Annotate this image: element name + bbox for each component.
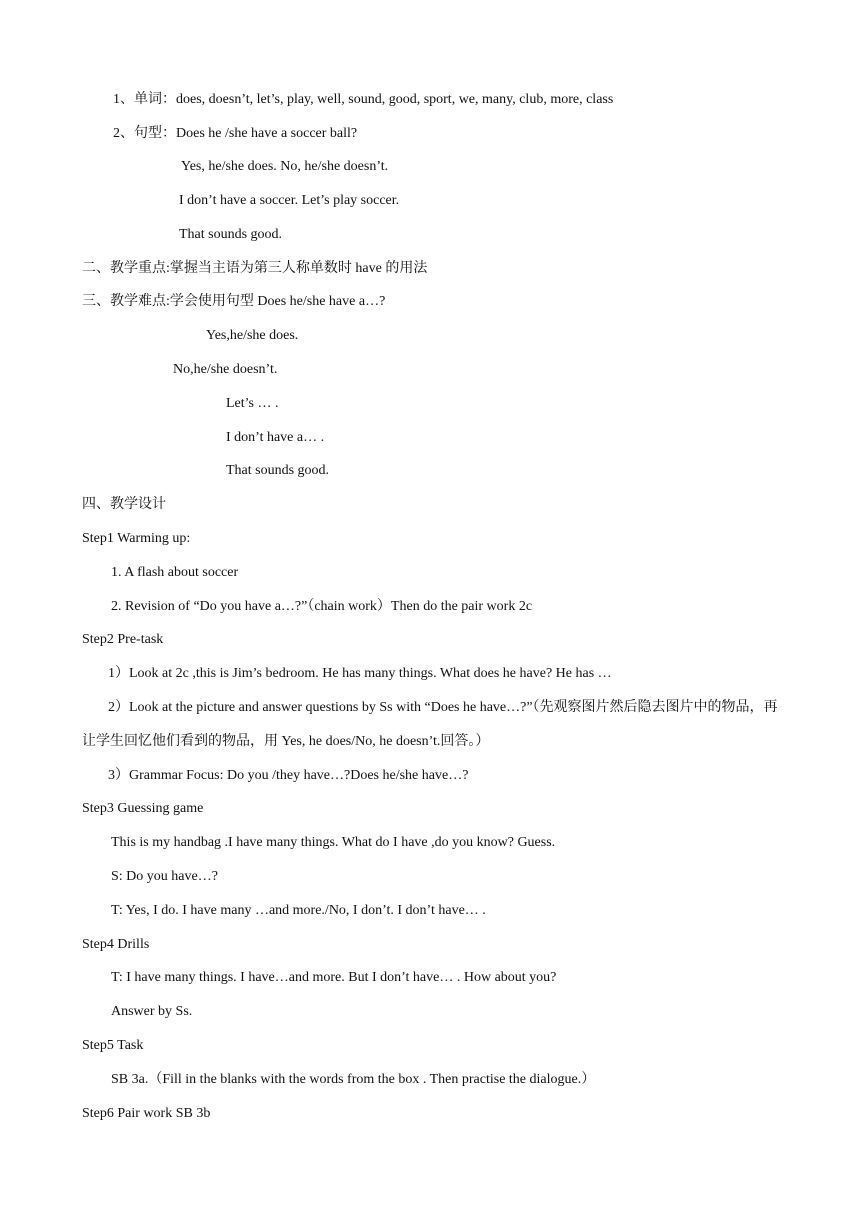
- difficulty-line: Yes,he/she does.: [206, 328, 299, 343]
- section-heading-design: 四、教学设计: [82, 497, 166, 512]
- step-heading: Step1 Warming up:: [82, 531, 191, 546]
- step-heading: Step2 Pre-task: [82, 632, 164, 647]
- step-heading: Step3 Guessing game: [82, 801, 204, 816]
- step-item: S: Do you have…?: [111, 869, 218, 884]
- vocabulary-line: 1、单词：does, doesn’t, let’s, play, well, sound, good, sport, we, many, club, more, class: [113, 92, 614, 107]
- section-heading-difficulties: 三、教学难点:学会使用句型 Does he/she have a…?: [82, 294, 386, 309]
- section-heading-key-points: 二、教学重点:掌握当主语为第三人称单数时 have 的用法: [82, 261, 428, 276]
- step-item: SB 3a.（Fill in the blanks with the words from the box . Then practise the dialogue.）: [111, 1072, 596, 1087]
- step-heading: Step4 Drills: [82, 937, 150, 952]
- step-item: 1. A flash about soccer: [111, 565, 239, 580]
- difficulty-line: That sounds good.: [226, 463, 330, 478]
- pattern-line: I don’t have a soccer. Let’s play soccer.: [179, 193, 400, 208]
- step-item: 2. Revision of “Do you have a…?”（chain work）Then do the pair work 2c: [111, 599, 533, 614]
- step-item: This is my handbag .I have many things. What do I have ,do you know? Guess.: [111, 835, 556, 850]
- step-item-continued: 让学生回忆他们看到的物品，用 Yes, he does/No, he doesn’t.回答。）: [82, 734, 490, 749]
- step-item: T: Yes, I do. I have many …and more./No, I don’t. I don’t have… .: [111, 903, 486, 918]
- step-item: Answer by Ss.: [111, 1004, 193, 1019]
- difficulty-line: Let’s … .: [226, 396, 279, 411]
- sentence-pattern-line: 2、句型：Does he /she have a soccer ball?: [113, 126, 358, 141]
- step-heading: Step5 Task: [82, 1038, 144, 1053]
- step-item: 1）Look at 2c ,this is Jim’s bedroom. He has many things. What does he have? He has …: [108, 666, 612, 681]
- step-item: T: I have many things. I have…and more. But I don’t have… . How about you?: [111, 970, 557, 985]
- step-item: 3）Grammar Focus: Do you /they have…?Does he/she have…?: [108, 768, 469, 783]
- step-item: 2）Look at the picture and answer questions by Ss with “Does he have…?”（先观察图片然后隐去图片中的物品，再: [108, 700, 778, 715]
- difficulty-line: No,he/she doesn’t.: [173, 362, 278, 377]
- difficulty-line: I don’t have a… .: [226, 430, 325, 445]
- pattern-line: That sounds good.: [179, 227, 283, 242]
- step-heading: Step6 Pair work SB 3b: [82, 1106, 211, 1121]
- pattern-answer-line: Yes, he/she does. No, he/she doesn’t.: [181, 159, 389, 174]
